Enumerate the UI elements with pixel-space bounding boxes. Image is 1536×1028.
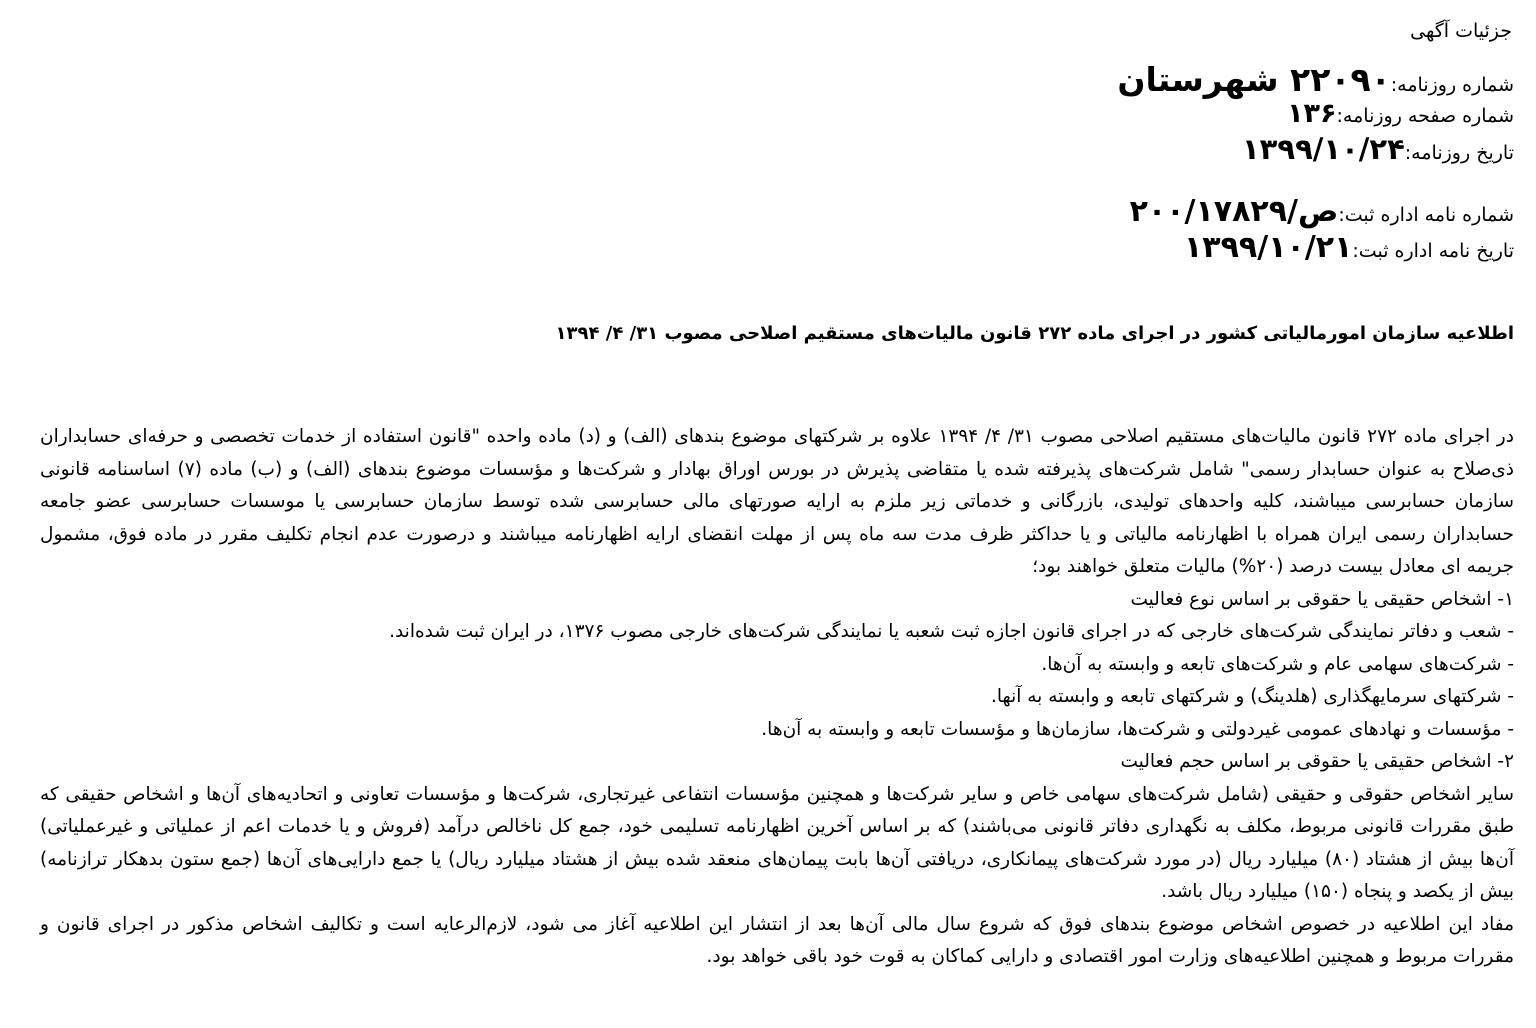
newspaper-number-value: ۲۲۰۹۰ شهرستان (1117, 60, 1391, 99)
item1-bullet: - شعب و دفاتر نمایندگی شرکت‌های خارجی که در اجرای قانون اجازه ثبت شعبه یا نمایندگی شرکت‌های خارجی مصوب ۱۳۷۶، در ایران ثبت شده‌اند. (389, 621, 1514, 642)
registry-letter-date-label: تاریخ نامه اداره ثبت: (1352, 240, 1514, 262)
item1-heading: ۱- اشخاص حقیقی یا حقوقی بر اساس نوع فعالیت (1130, 588, 1514, 610)
newspaper-page-label: شماره صفحه روزنامه: (1336, 105, 1514, 127)
registry-letter-date-row (40, 230, 1514, 268)
registry-letter-number-value: ص/۲۰۰/۱۷۸۲۹ (1129, 194, 1339, 229)
item1-bullet: - شرکتهای سرمایهگذاری (هلدینگ) و شرکتهای تابعه و وابسته به آنها. (991, 686, 1514, 707)
newspaper-page-value: ۱۳۶ (1287, 98, 1337, 129)
item1-bullet: - شرکت‌های سهامی عام و شرکت‌های تابعه و وابسته به آن‌ها. (1041, 653, 1514, 675)
closing-paragraph: مفاد این اطلاعیه در خصوص اشخاص موضوع بندهای فوق که شروع سال مالی آن‌ها بعد از انتشار این اطلاعیه آغاز می شود، لازم‌الرعایه است و تکالیف اشخاص مذکور در اجرای قانون و مقررات مربوط و همچنین اطلاعیه‌های وزارت امور اقتصادی و دارایی کماکان به قوت خود باقی خواهد بود. (40, 913, 1514, 967)
newspaper-date-row (40, 132, 1514, 170)
newspaper-number-label: شماره روزنامه: (1390, 74, 1514, 96)
registry-info (40, 194, 1514, 268)
section-title: جزئیات آگهی (1410, 20, 1512, 42)
intro-paragraph: در اجرای ماده ۲۷۲ قانون مالیات‌های مستقیم اصلاحی مصوب ۳۱/ ۴/ ۱۳۹۴ علاوه بر شرکتهای موضوع بندهای (الف) و (د) ماده واحده "قانون استفاده از خدمات تخصصی و حرفه‌ای حسابداران ذی‌صلاح به عنوان حسابدار رسمی" شامل شرکت‌های پذیرفته شده یا متقاضی پذیرش در بورس اوراق بهادار و شرکت‌ها و مؤسسات موضوع بندهای (الف) و (ب) ماده (۷) اساسنامه قانونی سازمان حسابرسی میباشند، کلیه واحدهای تولیدی، بازرگانی و خدماتی زیر ملزم به ارایه صورتهای مالی حسابرسی شده توسط سازمان حسابرسی یا موسسات حسابرسی عضو جامعه حسابداران رسمی ایران همراه با اظهارنامه مالیاتی و یا حداکثر ظرف مدت سه ماه پس از مهلت انقضای ارایه اظهارنامه میباشند و درصورت عدم انجام تکلیف مقرر در ماده فوق، مشمول جریمه ای معادل بیست درصد (۲۰%) مالیات متعلق خواهند بود؛ (40, 426, 1515, 577)
item2-paragraph: سایر اشخاص حقوقی و حقیقی (شامل شرکت‌های سهامی خاص و سایر شرکت‌ها و همچنین مؤسسات انتفاعی غیرتجاری، شرکت‌ها و مؤسسات تعاونی و اتحادیه‌های آن‌ها و اشخاص حقیقی که طبق مقررات قانونی مربوط، مکلف به نگهداری دفاتر قانونی می‌باشند) که بر اساس آخرین اظهارنامه تسلیمی خود، جمع کل ناخالص درآمد (فروش و یا خدمات اعم از عملیاتی و غیرعملیاتی) آن‌ها بیش از هشتاد (۸۰) میلیارد ریال (در مورد شرکت‌های پیمانکاری، دریافتی آن‌ها بابت پیمان‌های منعقد شده بیش از هشتاد میلیارد ریال) یا جمع دارایی‌های آن‌ها (جمع ستون بدهکار ترازنامه) بیش از یکصد و پنجاه (۱۵۰) میلیارد ریال باشد. (40, 783, 1514, 902)
newspaper-page-row (40, 98, 1514, 132)
newspaper-date-label: تاریخ روزنامه: (1404, 142, 1514, 164)
item2-heading: ۲- اشخاص حقیقی یا حقوقی بر اساس حجم فعالیت (1120, 751, 1514, 772)
newspaper-info (40, 60, 1514, 170)
item1-bullet: - مؤسسات و نهادهای عمومی غیردولتی و شرکت‌ها، سازمان‌ها و مؤسسات تابعه و وابسته به آن‌ها. (761, 718, 1514, 740)
registry-letter-number-row (40, 194, 1514, 230)
registry-letter-date-value: ۱۳۹۹/۱۰/۲۱ (1184, 230, 1353, 265)
newspaper-number-row (40, 60, 1514, 98)
announcement-headline: اطلاعیه سازمان امورمالیاتی کشور در اجرای ماده ۲۷۲ قانون مالیات‌های مستقیم اصلاحی مصوب ۳۱/ ۴/ ۱۳۹۴ (555, 323, 1514, 344)
newspaper-date-value: ۱۳۹۹/۱۰/۲۴ (1241, 132, 1405, 166)
registry-letter-number-label: شماره نامه اداره ثبت: (1338, 204, 1514, 226)
announcement-body (40, 421, 1514, 974)
